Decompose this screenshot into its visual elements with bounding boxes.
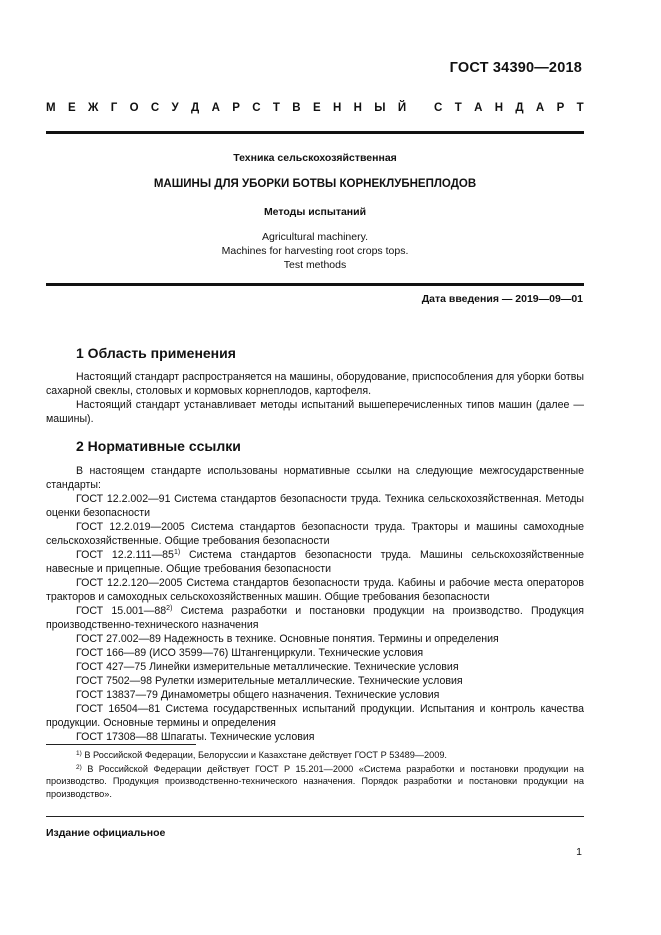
reference-item [46, 604, 584, 632]
reference-item: ГОСТ 13837—79 Динамометры общего назначения. Технические условия [76, 689, 440, 701]
interstate-standard-banner [46, 102, 584, 114]
footnotes [46, 749, 584, 801]
footnote-text: В Российской Федерации действует ГОСТ Р 15.201—2000 «Система разработки и постановки продукции на производство. Продукция производственно-технического назначения. Порядок разработки и постановки продукции на производство». [46, 763, 584, 799]
banner-letter: Т [272, 102, 280, 114]
title-group: Техника сельскохозяйственная [233, 152, 397, 164]
banner-letter: С [150, 102, 160, 114]
reference-item [46, 548, 584, 576]
reference-item: ГОСТ 17308—88 Шпагаты. Технические условия [76, 731, 315, 743]
banner-letter: Т [454, 102, 462, 114]
footnote [46, 763, 584, 801]
banner-letter: С [252, 102, 261, 114]
footnote-divider [46, 744, 196, 745]
banner-letter: Н [353, 102, 362, 114]
banner-letter: Р [232, 102, 240, 114]
banner-letter: Е [312, 102, 321, 114]
banner-letter: А [535, 102, 545, 114]
banner-letter: О [129, 102, 139, 114]
banner-spacer [418, 102, 421, 114]
reference-code: ГОСТ 15.001—88 [76, 605, 167, 617]
footer-divider [46, 816, 584, 817]
banner-letter: М [46, 102, 56, 114]
reference-item: ГОСТ 7502—98 Рулетки измерительные металлические. Технические условия [76, 675, 463, 687]
section-2-heading: 2 Нормативные ссылки [76, 438, 241, 454]
section-1-body [46, 370, 584, 426]
footnote-mark: 2) [76, 763, 82, 771]
reference-item: ГОСТ 166—89 (ИСО 3599—76) Штангенциркули. Технические условия [76, 647, 424, 659]
reference-item: ГОСТ 16504—81 Система государственных испытаний продукции. Испытания и контроль качества продукции. Основные термины и определения [46, 703, 584, 729]
banner-letter: В [292, 102, 301, 114]
english-title [46, 230, 584, 272]
footnote-mark: 2) [166, 605, 173, 612]
reference-code: ГОСТ 12.2.111—85 [76, 549, 174, 561]
banner-letter: У [171, 102, 179, 114]
english-title-line: Agricultural machinery. [261, 231, 368, 243]
banner-letter: Ж [87, 102, 99, 114]
banner-letter: А [474, 102, 483, 114]
footnote-text: В Российской Федерации, Белоруссии и Казахстане действует ГОСТ Р 53489—2009. [81, 750, 447, 760]
standard-number: ГОСТ 34390—2018 [449, 60, 582, 76]
footnote-mark: 1) [76, 750, 82, 757]
paragraph: Настоящий стандарт устанавливает методы испытаний вышеперечисленных типов машин (далее — машины). [46, 399, 584, 425]
banner-letter: Й [397, 102, 407, 114]
banner-letter: Н [494, 102, 504, 114]
title-divider [46, 283, 584, 286]
banner-letter: Ы [374, 102, 386, 114]
reference-item: ГОСТ 27.002—89 Надежность в технике. Основные понятия. Термины и определения [76, 633, 499, 645]
banner-letter: Г [110, 102, 118, 114]
banner-letter: С [434, 102, 443, 114]
footnote [46, 749, 584, 762]
section-2-body [46, 464, 584, 744]
paragraph: В настоящем стандарте использованы нормативные ссылки на следующие межгосударственные стандарты: [46, 465, 584, 491]
banner-letter: Р [556, 102, 565, 114]
reference-item: ГОСТ 12.2.019—2005 Система стандартов безопасности труда. Тракторы и машины самоходные сельскохозяйственные. Общие требования безопасности [46, 521, 584, 547]
reference-title: Система разработки и постановки продукции на производство. Продукция производственно-технического назначения [46, 605, 584, 631]
banner-letter: А [211, 102, 220, 114]
official-edition-label: Издание официальное [46, 827, 166, 839]
banner-letter: Е [67, 102, 76, 114]
banner-letter: Т [576, 102, 584, 114]
title-main: МАШИНЫ ДЛЯ УБОРКИ БОТВЫ КОРНЕКЛУБНЕПЛОДОВ [153, 178, 477, 190]
reference-item: ГОСТ 12.2.120—2005 Система стандартов безопасности труда. Кабины и рабочие места операторов тракторов и самоходных сельскохозяйственных машин. Общие требования безопасности [46, 577, 584, 603]
banner-letter: Д [515, 102, 524, 114]
reference-item: ГОСТ 427—75 Линейки измерительные металлические. Технические условия [76, 661, 459, 673]
reference-title: Система стандартов безопасности труда. Машины сельскохозяйственные навесные и прицепные. Общие требования безопасности [46, 549, 584, 575]
paragraph: Настоящий стандарт распространяется на машины, оборудование, приспособления для уборки ботвы сахарной свеклы, столовых и кормовых корнеплодов, картофеля. [46, 371, 584, 397]
section-1-heading: 1 Область применения [76, 345, 236, 361]
page-number: 1 [576, 846, 582, 858]
footnote-mark: 1) [173, 549, 181, 556]
banner-letter: Д [191, 102, 200, 114]
banner-letter: Н [332, 102, 342, 114]
english-title-line: Machines for harvesting root crops tops. [221, 245, 409, 257]
introduction-date: Дата введения — 2019—09—01 [421, 293, 583, 305]
title-sub: Методы испытаний [263, 206, 367, 218]
english-title-line: Test methods [283, 259, 347, 271]
reference-item: ГОСТ 12.2.002—91 Система стандартов безопасности труда. Техника сельскохозяйственная. Методы оценки безопасности [46, 493, 584, 519]
header-divider [46, 131, 584, 134]
